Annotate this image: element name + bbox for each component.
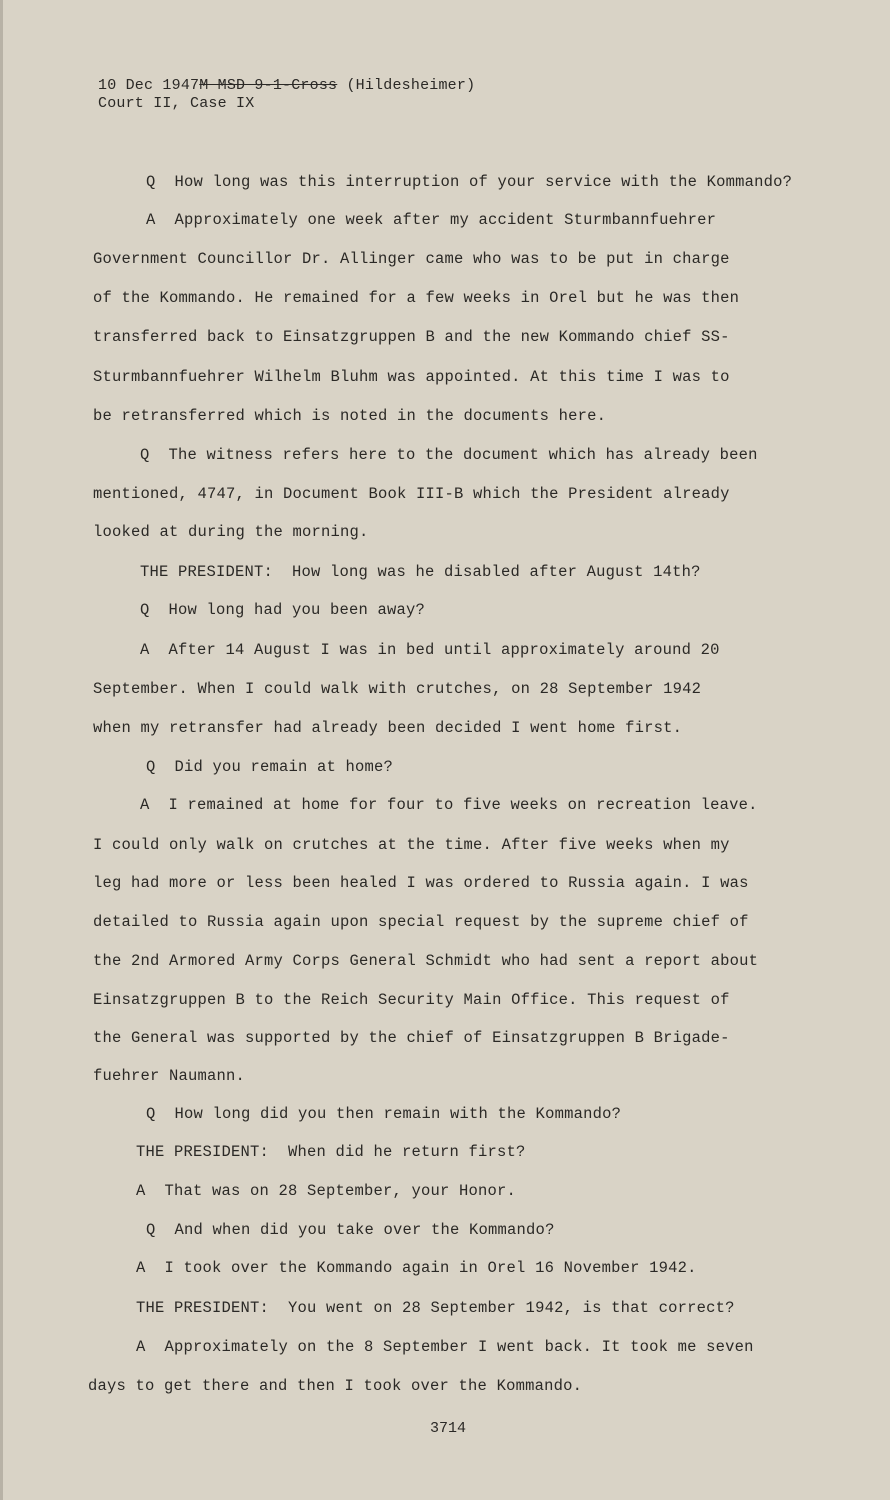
transcript-line: A I took over the Kommando again in Orel 16 November 1942. (136, 1259, 697, 1277)
transcript-line: leg had more or less been healed I was ordered to Russia again. I was (93, 874, 749, 892)
transcript-line: Q How long had you been away? (140, 601, 426, 619)
page-edge (0, 0, 3, 1500)
transcript-line: detailed to Russia again upon special request by the supreme chief of (93, 913, 749, 931)
page-number: 3714 (430, 1420, 467, 1437)
transcript-line: THE PRESIDENT: When did he return first? (136, 1143, 526, 1161)
transcript-line: Sturmbannfuehrer Wilhelm Bluhm was appointed. At this time I was to (93, 368, 730, 386)
header-line-1 (98, 76, 475, 96)
header-struck-initials: M MSD 9-1-Cross (199, 77, 338, 94)
transcript-line: I could only walk on crutches at the time. After five weeks when my (93, 836, 730, 854)
transcript-line: A After 14 August I was in bed until approximately around 20 (140, 641, 720, 659)
transcript-line: Q Did you remain at home? (146, 758, 394, 776)
transcript-line: Government Councillor Dr. Allinger came who was to be put in charge (93, 250, 730, 268)
transcript-line: the General was supported by the chief of Einsatzgruppen B Brigade- (93, 1029, 730, 1047)
transcript-line: Einsatzgruppen B to the Reich Security Main Office. This request of (93, 991, 730, 1009)
transcript-line: Q How long was this interruption of your service with the Kommando? (146, 173, 793, 191)
transcript-line: transferred back to Einsatzgruppen B and the new Kommando chief SS- (93, 328, 730, 346)
transcript-line: of the Kommando. He remained for a few weeks in Orel but he was then (93, 289, 740, 307)
transcript-line: A I remained at home for four to five weeks on recreation leave. (140, 796, 758, 814)
transcript-line: days to get there and then I took over the Kommando. (88, 1377, 583, 1395)
transcript-line: be retransferred which is noted in the documents here. (93, 407, 607, 425)
transcript-line: looked at during the morning. (93, 523, 369, 541)
header-line-2: Court II, Case IX (98, 95, 255, 112)
transcript-line: fuehrer Naumann. (93, 1067, 246, 1085)
transcript-line: September. When I could walk with crutches, on 28 September 1942 (93, 680, 702, 698)
transcript-line: Q How long did you then remain with the Kommando? (146, 1105, 622, 1123)
transcript-line: A That was on 28 September, your Honor. (136, 1182, 517, 1200)
transcript-line: the 2nd Armored Army Corps General Schmidt who had sent a report about (93, 952, 759, 970)
transcript-line: A Approximately on the 8 September I went back. It took me seven (136, 1338, 754, 1356)
transcript-line: when my retransfer had already been decided I went home first. (93, 719, 683, 737)
transcript-line: THE PRESIDENT: You went on 28 September 1942, is that correct? (136, 1299, 735, 1317)
transcript-line: THE PRESIDENT: How long was he disabled after August 14th? (140, 563, 701, 581)
transcript-line: mentioned, 4747, in Document Book III-B which the President already (93, 485, 730, 503)
transcript-line: A Approximately one week after my accident Sturmbannfuehrer (146, 211, 717, 229)
header-date: 10 Dec 1947 (98, 77, 200, 94)
header-witness: (Hildesheimer) (346, 77, 476, 94)
transcript-line: Q And when did you take over the Kommando? (146, 1221, 555, 1239)
transcript-line: Q The witness refers here to the document which has already been (140, 446, 758, 464)
